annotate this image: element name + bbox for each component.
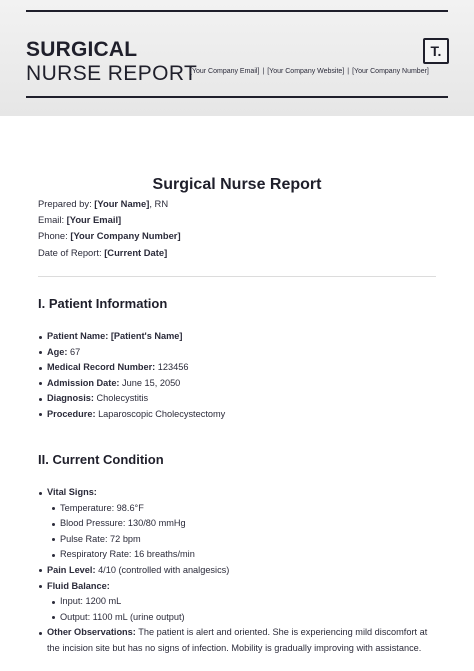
- email-row: [38, 212, 181, 228]
- list-item: [38, 391, 225, 407]
- header-top-rule: [26, 10, 448, 12]
- list-item: [38, 625, 435, 656]
- contact-separator: |: [347, 68, 350, 75]
- item-label: Admission Date:: [47, 377, 120, 388]
- header-bottom-rule: [26, 96, 448, 98]
- item-value: June 15, 2050: [119, 377, 181, 388]
- other-observations-label: Other Observations:: [47, 627, 136, 638]
- contact-separator: |: [262, 68, 265, 75]
- header-title-line2: NURSE REPORT: [26, 62, 198, 85]
- list-item: [38, 345, 225, 361]
- email-label: Email:: [38, 214, 65, 226]
- current-condition-list: [38, 485, 435, 657]
- list-item: [38, 407, 225, 423]
- pain-level-label: Pain Level:: [47, 564, 96, 575]
- list-item: [38, 563, 435, 579]
- phone-value: [Your Company Number]: [70, 230, 181, 242]
- company-email: [Your Company Email]: [190, 68, 260, 75]
- patient-info-list: [38, 329, 225, 423]
- fluid-balance-label: Fluid Balance:: [47, 580, 110, 591]
- company-website: [Your Company Website]: [267, 68, 345, 75]
- company-logo-icon: T.: [423, 38, 449, 64]
- phone-label: Phone:: [38, 230, 68, 242]
- list-item: [38, 579, 435, 595]
- sub-list-item: Pulse Rate: 72 bpm: [38, 532, 435, 548]
- prepared-by-row: [38, 196, 181, 212]
- list-item: [38, 485, 435, 501]
- date-label: Date of Report:: [38, 246, 102, 258]
- item-label: Procedure:: [47, 408, 96, 419]
- prepared-by-value: [Your Name]: [94, 198, 150, 209]
- vital-signs-label: Vital Signs:: [47, 487, 97, 497]
- header-contact-line: [190, 68, 429, 75]
- sub-list-item: Blood Pressure: 130/80 mmHg: [38, 516, 435, 532]
- date-row: [38, 245, 181, 261]
- sub-list-item: Respiratory Rate: 16 breaths/min: [38, 547, 435, 563]
- item-value: Cholecystitis: [93, 393, 149, 404]
- sub-list-item: Temperature: 98.6°F: [38, 501, 435, 517]
- other-observations-value: The patient is alert and oriented. She is experiencing mild discomfort at the incision site but has no signs of infection. Mobility is gradually improving with assistance.: [47, 627, 428, 653]
- report-meta: [38, 196, 181, 261]
- item-label: Age:: [47, 346, 68, 357]
- list-item: [38, 329, 225, 345]
- date-value: [Current Date]: [104, 246, 168, 258]
- section-divider: [38, 276, 436, 277]
- prepared-by-label: Prepared by:: [38, 198, 92, 209]
- item-label: Diagnosis:: [47, 393, 94, 404]
- list-item: [38, 360, 225, 376]
- company-number: [Your Company Number]: [352, 68, 429, 75]
- report-header: [0, 0, 474, 116]
- list-item: [38, 376, 225, 392]
- section-patient-information-heading: I. Patient Information: [38, 296, 168, 311]
- item-label: Medical Record Number:: [47, 362, 156, 373]
- sub-list-item: Input: 1200 mL: [38, 594, 435, 610]
- header-title-line1: SURGICAL: [26, 38, 138, 61]
- pain-level-value: 4/10 (controlled with analgesics): [95, 564, 230, 575]
- email-value: [Your Email]: [66, 214, 122, 226]
- item-value: 123456: [155, 362, 189, 373]
- item-value: 67: [67, 346, 81, 357]
- document-title: Surgical Nurse Report: [152, 176, 322, 193]
- section-current-condition-heading: II. Current Condition: [38, 452, 164, 467]
- phone-row: [38, 228, 181, 244]
- sub-list-item: Output: 1100 mL (urine output): [38, 610, 435, 626]
- item-label: Patient Name: [Patient's Name]: [47, 331, 183, 341]
- prepared-by-suffix: , RN: [149, 198, 169, 209]
- item-value: Laparoscopic Cholecystectomy: [95, 408, 226, 419]
